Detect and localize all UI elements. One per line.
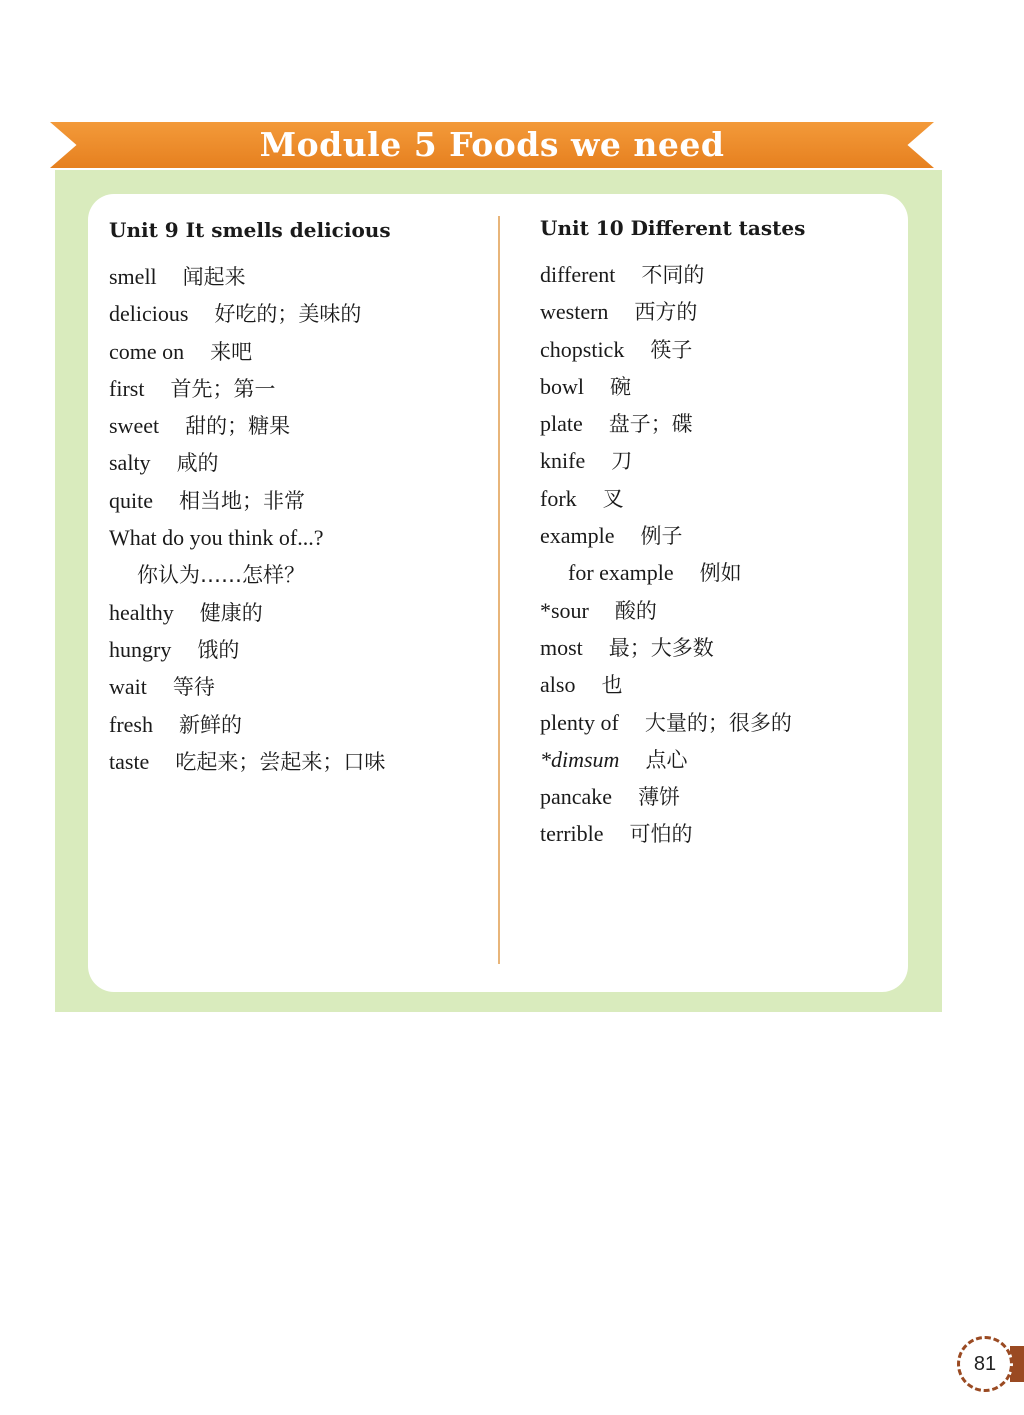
unit-9-column	[109, 218, 489, 780]
vocab-word: salty	[109, 450, 151, 476]
module-title: Module 5 Foods we need	[259, 125, 725, 164]
vocab-meaning: 碗	[610, 374, 631, 399]
vocab-entry	[109, 482, 489, 519]
vocab-meaning: 最；大多数	[608, 635, 714, 660]
vocab-meaning: 好吃的；美味的	[214, 302, 362, 327]
vocab-entry	[109, 444, 489, 481]
vocab-meaning: 可怕的	[629, 822, 693, 847]
vocab-entry	[540, 778, 900, 815]
vocab-word: smell	[109, 264, 157, 289]
vocab-meaning: 饿的	[197, 637, 240, 662]
vocab-word: for example	[568, 560, 674, 586]
vocab-entry	[109, 594, 489, 631]
vocab-meaning: 点心	[645, 747, 688, 772]
vocab-word: bowl	[540, 373, 584, 399]
vocab-word: plenty of	[540, 709, 619, 735]
vocab-meaning: 例如	[699, 561, 742, 586]
vocab-entry	[540, 442, 900, 479]
vocab-entry	[540, 368, 900, 405]
vocab-entry	[109, 407, 489, 444]
vocab-meaning: 相当地；非常	[179, 488, 305, 513]
unit-title: Unit 10 Different tastes	[540, 216, 806, 240]
vocab-entry	[109, 668, 489, 705]
vocab-entry	[109, 631, 489, 668]
vocab-entry	[109, 519, 489, 556]
vocab-meaning: 叉	[602, 486, 624, 511]
vocab-meaning: 盘子；碟	[608, 412, 693, 437]
vocab-word: fresh	[109, 711, 153, 737]
vocab-entry	[109, 556, 489, 593]
vocab-entry	[540, 480, 900, 517]
vocab-entry	[109, 295, 489, 332]
page-number: 81	[957, 1336, 1013, 1392]
vocab-entry	[109, 743, 489, 780]
vocab-entry	[109, 706, 489, 743]
vocab-word: sweet	[109, 413, 160, 439]
vocab-entry	[540, 592, 900, 629]
vocab-meaning: 例子	[640, 524, 683, 549]
vocab-word: delicious	[109, 301, 189, 327]
vocab-meaning: 健康的	[199, 600, 263, 625]
vocab-entry	[540, 704, 900, 741]
vocab-meaning: 吃起来；尝起来；口味	[175, 749, 386, 774]
vocab-meaning: 筷子	[650, 337, 693, 362]
vocab-meaning: 薄饼	[638, 785, 681, 810]
vocab-entry	[540, 666, 900, 703]
vocab-entry	[540, 629, 900, 666]
vocab-meaning: 甜的；糖果	[185, 414, 291, 439]
vocab-entry	[540, 405, 900, 442]
vocab-entry	[540, 331, 900, 368]
vocab-word: most	[540, 634, 583, 660]
column-divider	[498, 216, 500, 964]
vocab-meaning: 大量的；很多的	[644, 710, 792, 735]
vocab-meaning: 来吧	[210, 339, 253, 364]
vocab-word: taste	[109, 748, 150, 774]
vocab-word: chopstick	[540, 336, 625, 362]
vocab-word: pancake	[540, 784, 613, 810]
unit-10-column	[540, 216, 900, 853]
vocab-word: first	[109, 375, 145, 401]
vocab-word: *dimsum	[540, 746, 620, 772]
vocab-meaning: 酸的	[614, 598, 657, 623]
vocab-meaning: 新鲜的	[178, 712, 242, 737]
vocab-word: terrible	[540, 821, 604, 847]
vocab-entry	[540, 256, 900, 293]
vocab-meaning: 西方的	[634, 300, 698, 325]
vocab-meaning: 不同的	[641, 263, 705, 287]
vocab-word: western	[540, 299, 609, 325]
vocab-word: knife	[540, 448, 586, 474]
vocab-meaning: 首先；第一	[170, 376, 276, 401]
vocab-meaning: 闻起来	[182, 265, 246, 289]
vocab-entry	[540, 517, 900, 554]
vocab-meaning: 等待	[172, 675, 215, 700]
vocab-entry	[540, 554, 900, 591]
vocab-entry	[540, 741, 900, 778]
vocab-meaning: 咸的	[176, 451, 219, 476]
vocab-word: also	[540, 672, 576, 698]
vocab-word: example	[540, 523, 615, 549]
vocab-entry	[109, 370, 489, 407]
vocab-word: *sour	[540, 597, 589, 623]
vocab-meaning: 刀	[611, 449, 633, 474]
vocab-word: come on	[109, 338, 185, 364]
vocab-word: wait	[109, 674, 147, 700]
vocab-word: What do you think of...?	[109, 525, 324, 551]
vocab-meaning: 你认为……怎样？	[137, 563, 305, 588]
vocab-word: fork	[540, 485, 577, 511]
vocab-word: hungry	[109, 636, 172, 662]
vocab-entry	[540, 815, 900, 852]
vocab-meaning: 也	[601, 673, 623, 698]
vocab-entry	[540, 293, 900, 330]
vocab-word: plate	[540, 411, 583, 437]
vocab-entry	[109, 333, 489, 370]
vocab-word: quite	[109, 487, 153, 513]
vocab-word: healthy	[109, 599, 174, 625]
vocab-word: different	[540, 262, 616, 287]
vocab-entry	[109, 258, 489, 295]
unit-title: Unit 9 It smells delicious	[109, 218, 391, 242]
